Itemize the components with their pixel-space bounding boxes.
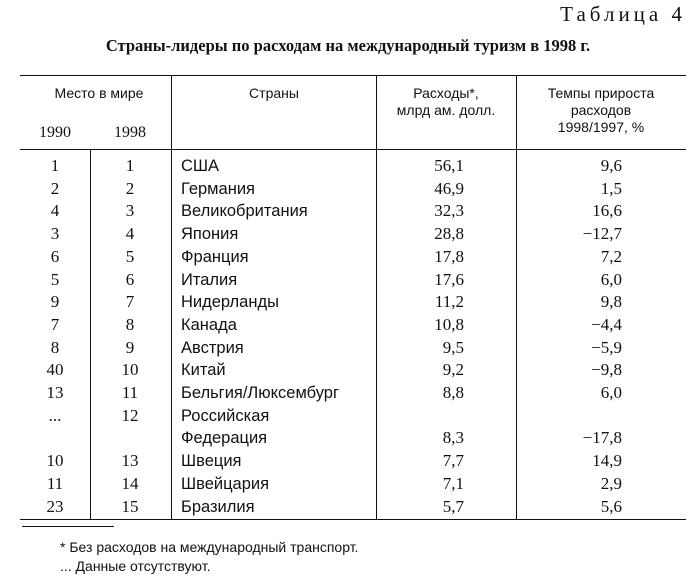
country-cell: США bbox=[181, 157, 220, 175]
country-cell: Китай bbox=[181, 361, 226, 380]
growth-cell: 6,0 bbox=[600, 269, 622, 289]
country-cell: Федерация bbox=[181, 429, 268, 448]
expenses-cell: 10,8 bbox=[434, 314, 464, 334]
rank-1998-cell: 7 bbox=[125, 292, 135, 312]
rank-1990-cell: 6 bbox=[50, 246, 60, 266]
rank-1990-cell: 5 bbox=[50, 269, 60, 289]
rank-1990-cell: 1 bbox=[50, 156, 60, 175]
country-cell: Нидерланды bbox=[181, 293, 279, 312]
table-label: Таблица 4 bbox=[560, 2, 686, 26]
footnote-rule bbox=[22, 526, 114, 527]
expenses-cell: 5,7 bbox=[442, 496, 464, 516]
rank-1990-cell: 9 bbox=[50, 292, 60, 312]
rank-1990-cell: 8 bbox=[50, 337, 60, 357]
rank-1990-cell: 23 bbox=[46, 496, 64, 516]
rank-1990-cell: 11 bbox=[46, 473, 64, 493]
country-cell: Германия bbox=[181, 179, 255, 198]
growth-cell: 6,0 bbox=[600, 383, 622, 402]
rank-1998-cell: 1 bbox=[125, 156, 135, 175]
expenses-cell: 11,2 bbox=[434, 292, 464, 312]
expenses-cell: 7,1 bbox=[442, 473, 464, 493]
expenses-cell: 7,7 bbox=[442, 451, 464, 471]
column-rule bbox=[171, 75, 172, 519]
country-cell: Российская bbox=[181, 406, 270, 425]
expenses-cell: 9,2 bbox=[442, 360, 464, 380]
rank-1998-cell: 6 bbox=[125, 269, 135, 289]
table-top-rule bbox=[20, 75, 686, 76]
column-rule bbox=[516, 75, 517, 519]
rank-1998-cell: 14 bbox=[121, 473, 139, 493]
rank-1998-cell: 4 bbox=[125, 224, 135, 244]
growth-cell: −5,9 bbox=[591, 337, 622, 357]
expenses-cell: 17,6 bbox=[434, 269, 464, 289]
country-cell: Бразилия bbox=[181, 497, 255, 516]
rank-1990-cell: 2 bbox=[50, 178, 60, 198]
country-cell: Великобритания bbox=[181, 202, 308, 221]
rank-1990-cell: 7 bbox=[50, 314, 60, 334]
country-cell: Бельгия/Люксембург bbox=[181, 384, 339, 402]
header-expenses-line1: Расходы*, bbox=[413, 85, 479, 101]
table-bottom-rule bbox=[20, 519, 686, 520]
country-cell: Канада bbox=[181, 315, 237, 334]
expenses-cell: 8,3 bbox=[442, 428, 464, 448]
rank-1998-cell: 12 bbox=[121, 405, 139, 425]
growth-cell: 16,6 bbox=[592, 201, 622, 221]
growth-cell: 2,9 bbox=[600, 473, 622, 493]
rank-1998-cell: 3 bbox=[125, 201, 135, 221]
growth-cell: 9,6 bbox=[600, 156, 622, 175]
growth-cell: 5,6 bbox=[600, 496, 622, 516]
header-year-1990: 1990 bbox=[39, 124, 71, 141]
header-growth-line1: Темпы прироста bbox=[547, 85, 655, 101]
country-cell: Швеция bbox=[181, 452, 242, 471]
column-rule bbox=[90, 150, 91, 519]
header-year-1998: 1998 bbox=[114, 124, 146, 141]
rank-1990-cell: 13 bbox=[46, 383, 64, 402]
footnote-expenses: * Без расходов на международный транспорт. bbox=[60, 539, 359, 555]
header-growth bbox=[516, 85, 686, 136]
rank-1998-cell: 13 bbox=[121, 451, 139, 471]
table-title: Страны-лидеры по расходам на международный туризм в 1998 г. bbox=[105, 36, 591, 55]
country-cell: Италия bbox=[181, 270, 238, 289]
rank-1990-cell: 3 bbox=[50, 224, 60, 244]
expenses-cell: 32,3 bbox=[434, 201, 464, 221]
country-cell: Франция bbox=[181, 247, 249, 266]
header-expenses-line2: млрд ам. долл. bbox=[396, 102, 496, 118]
rank-1990-cell: 4 bbox=[50, 201, 60, 221]
expenses-cell: 56,1 bbox=[434, 156, 464, 175]
column-rule bbox=[376, 75, 377, 519]
header-bottom-rule bbox=[20, 149, 686, 150]
country-cell: Япония bbox=[181, 225, 239, 244]
growth-cell: −4,4 bbox=[591, 314, 622, 334]
expenses-cell: 46,9 bbox=[434, 178, 464, 198]
growth-cell: −17,8 bbox=[582, 428, 622, 448]
header-growth-line3: 1998/1997, % bbox=[557, 119, 645, 135]
growth-cell: 1,5 bbox=[600, 178, 622, 198]
header-rank: Место в мире bbox=[54, 85, 144, 101]
header-growth-line2: расходов bbox=[570, 102, 632, 118]
rank-1998-cell: 15 bbox=[121, 496, 139, 516]
rank-1998-cell: 8 bbox=[125, 314, 135, 334]
rank-1998-cell: 11 bbox=[121, 383, 139, 402]
rank-1990-cell: 40 bbox=[46, 360, 64, 380]
expenses-cell: 28,8 bbox=[434, 224, 464, 244]
growth-cell: −12,7 bbox=[582, 224, 622, 244]
footnote-missing-data: ... Данные отсутствуют. bbox=[60, 558, 211, 574]
country-cell: Швейцария bbox=[181, 474, 270, 493]
rank-1990-cell: 10 bbox=[46, 451, 64, 471]
growth-cell: 7,2 bbox=[600, 246, 622, 266]
rank-1998-cell: 9 bbox=[125, 337, 135, 357]
country-cell: Австрия bbox=[181, 338, 244, 357]
header-countries: Страны bbox=[249, 85, 299, 101]
expenses-cell: 17,8 bbox=[434, 246, 464, 266]
growth-cell: 14,9 bbox=[592, 451, 622, 471]
expenses-cell: 8,8 bbox=[442, 383, 464, 402]
rank-1990-cell: ... bbox=[48, 405, 62, 425]
header-expenses bbox=[376, 85, 516, 119]
growth-cell: −9,8 bbox=[591, 360, 622, 380]
expenses-cell: 9,5 bbox=[442, 337, 464, 357]
rank-1998-cell: 5 bbox=[125, 246, 135, 266]
rank-1998-cell: 10 bbox=[121, 360, 139, 380]
growth-cell: 9,8 bbox=[600, 292, 622, 312]
rank-1998-cell: 2 bbox=[125, 178, 135, 198]
